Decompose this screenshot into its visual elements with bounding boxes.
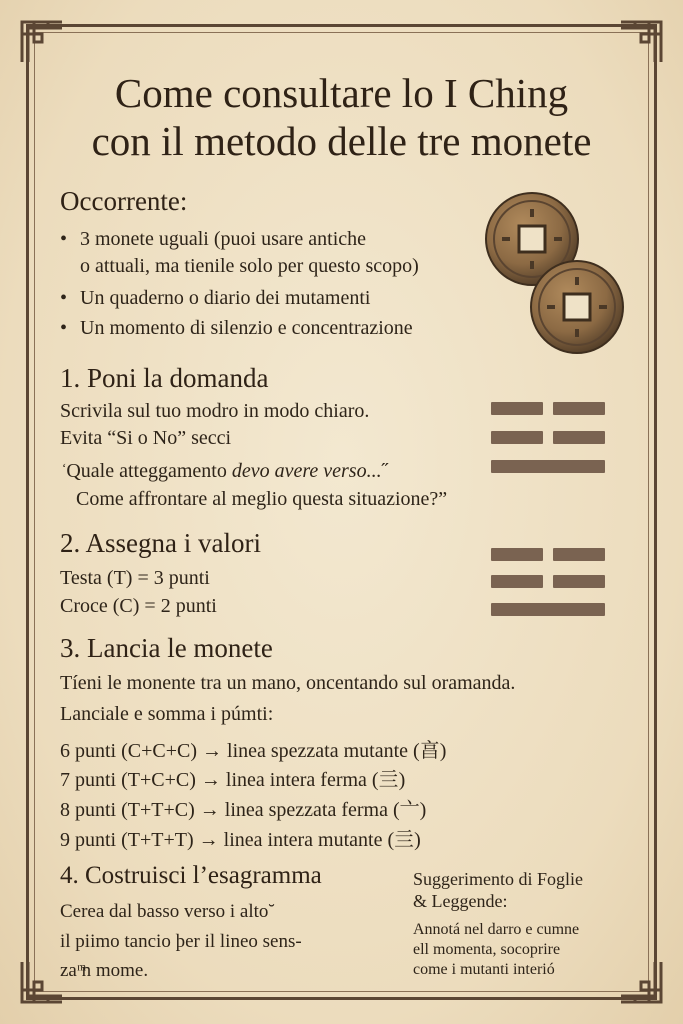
- occorrente-heading: Occorrente:: [60, 186, 188, 216]
- step-1-heading: 1. Poni la domanda: [60, 363, 269, 393]
- step-4-text: Cerea dal basso verso i alto˘: [60, 901, 275, 922]
- bullet: •: [60, 317, 68, 339]
- list-item: Un momento di silenzio e concentrazione: [80, 317, 413, 339]
- tip-text: come i mutanti interió: [413, 961, 555, 978]
- corner-fret-icon: [619, 960, 663, 1004]
- page-title-line-1: Come consultare lo I Ching: [114, 70, 569, 116]
- step-1-text: Evita “Si o No” secci: [60, 427, 232, 449]
- step-2-text: Croce (C) = 2 punti: [60, 595, 217, 617]
- step-3-rule: 7 punti (T+C+C) → linea intera ferma (亖): [60, 769, 406, 791]
- step-4-text: za ͫn mome.: [60, 960, 149, 981]
- corner-fret-icon: [20, 20, 64, 64]
- tip-title: & Leggende:: [413, 891, 508, 911]
- step-3-heading: 3. Lancia le monete: [60, 633, 273, 663]
- step-1-quote: $^ʻ$Quale atteggamento devo avere verso...˝: [62, 460, 389, 482]
- step-1-text: Scrivila sul tuo modro in modo chiaro.: [60, 400, 370, 422]
- list-item: o attuali, ma tienile solo per questo scopo): [80, 255, 419, 277]
- tip-text: Annotá nel darro e cumne: [413, 921, 580, 938]
- bullet: •: [60, 287, 68, 309]
- step-2-heading: 2. Assegna i valori: [60, 528, 261, 558]
- step-3-rule: 6 punti (C+C+C) → linea spezzata mutante (亯): [60, 740, 447, 762]
- corner-fret-icon: [20, 960, 64, 1004]
- page-title-line-2: con il metodo delle tre monete: [91, 118, 592, 164]
- ancient-coin-icon: [529, 259, 625, 359]
- step-3-text: Tíeni le monente tra un mano, oncentando sul oramanda.: [60, 672, 516, 694]
- step-3-rule: 8 punti (T+T+C) → linea spezzata ferma (亠): [60, 799, 427, 821]
- tip-title: Suggerimento di Foglie: [413, 869, 583, 889]
- step-4-heading: 4. Costruisci l’esagramma: [60, 862, 322, 889]
- tip-text: ell momenta, socoprire: [413, 941, 561, 958]
- corner-fret-icon: [619, 20, 663, 64]
- step-3-rule: 9 punti (T+T+T) → linea intera mutante (亖): [60, 829, 421, 851]
- list-item: Un quaderno o diario dei mutamenti: [80, 287, 371, 309]
- step-4-text: il piimo tancio þer il lineo sens-: [60, 931, 302, 952]
- list-item: 3 monete uguali (puoi usare antiche: [80, 228, 367, 250]
- step-2-text: Testa (T) = 3 punti: [60, 567, 210, 589]
- step-3-text: Lanciale e somma i púmti:: [60, 703, 274, 725]
- step-1-quote-line-2: Come affrontare al meglio questa situazione?”: [76, 488, 448, 510]
- bullet: •: [60, 228, 68, 250]
